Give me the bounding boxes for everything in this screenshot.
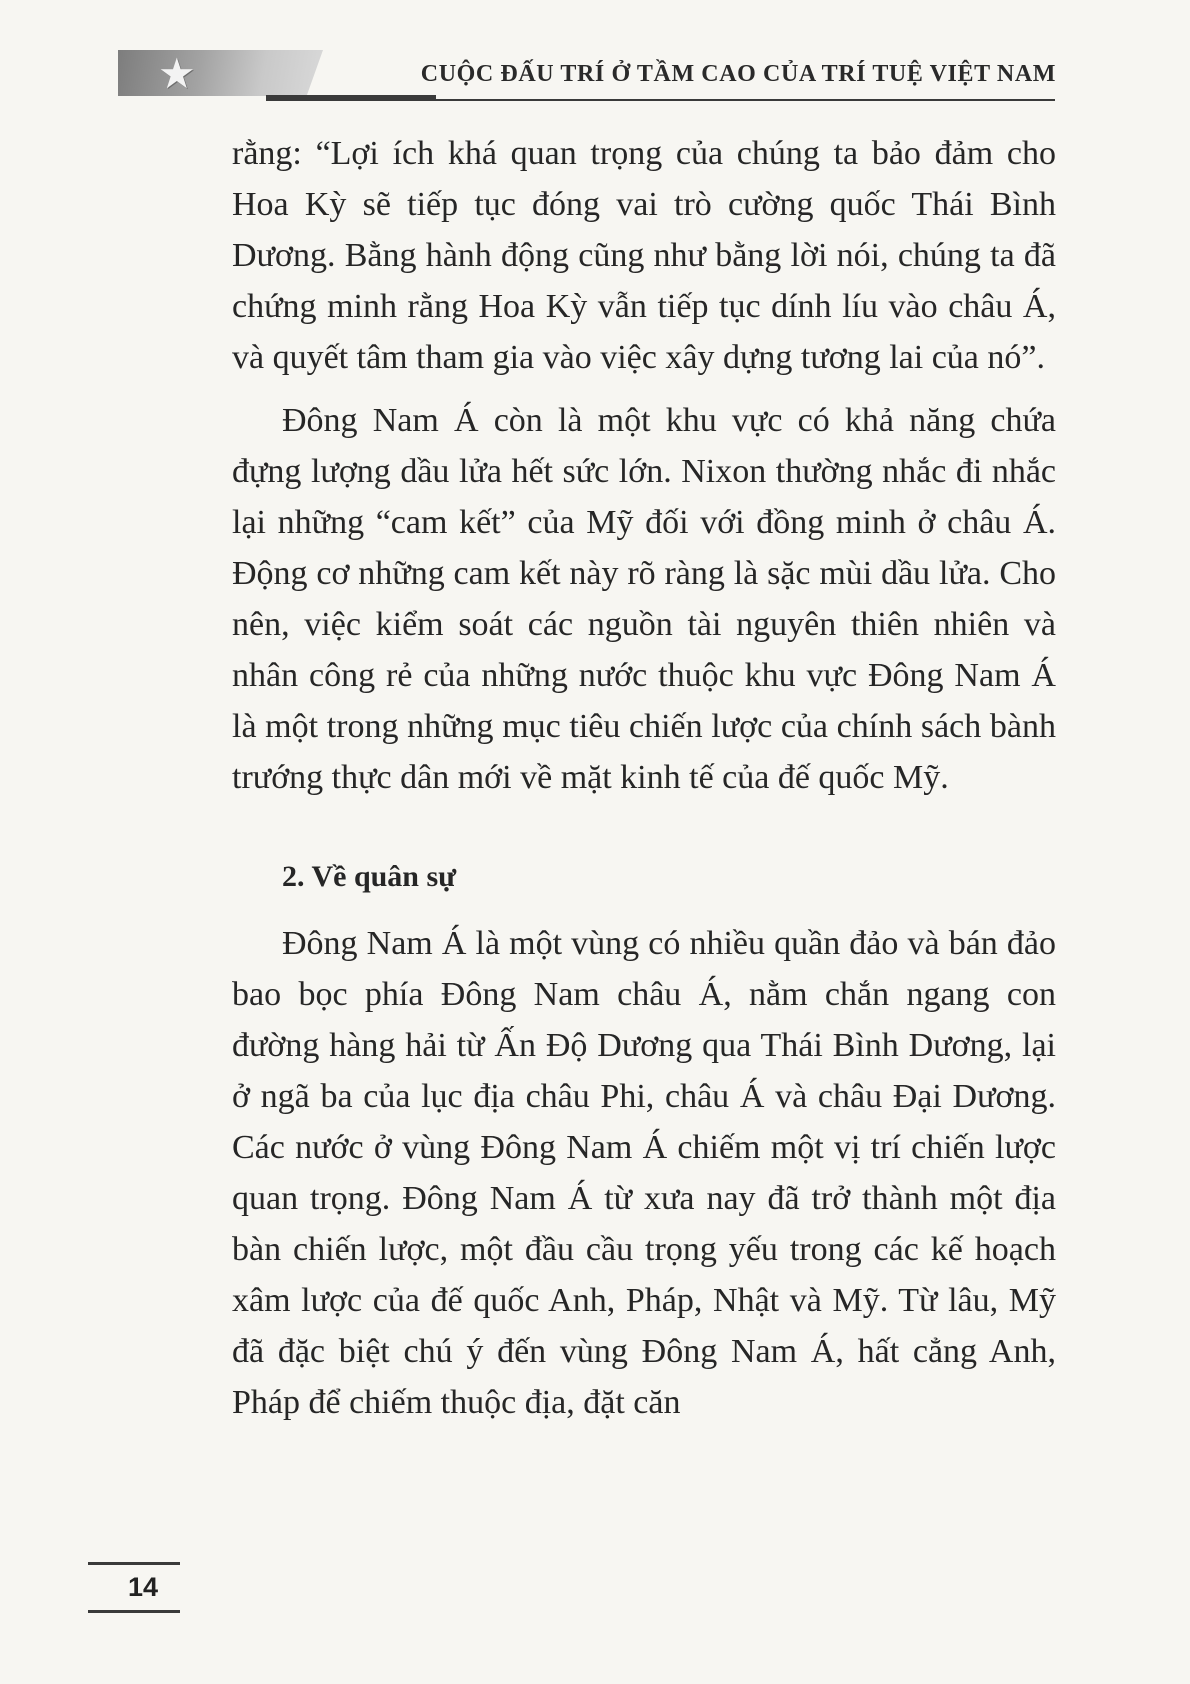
paragraph-2: Đông Nam Á còn là một khu vực có khả năng chứa đựng lượng dầu lửa hết sức lớn. Nixon thường nhắc đi nhắc lại những “cam kết” của Mỹ đối với đồng minh ở châu Á. Động cơ những cam kết này rõ ràng là sặc mùi dầu lửa. Cho nên, việc kiểm soát các nguồn tài nguyên thiên nhiên và nhân công rẻ của những nước thuộc khu vực Đông Nam Á là một trong những mục tiêu chiến lược của chính sách bành trướng thực dân mới về mặt kinh tế của đế quốc Mỹ. <box>232 402 1056 796</box>
page-footer <box>84 1560 184 1616</box>
header-decorative-band <box>118 50 323 96</box>
footer-rule-bottom <box>88 1610 180 1613</box>
paragraph-1: rằng: “Lợi ích khá quan trọng của chúng ta bảo đảm cho Hoa Kỳ sẽ tiếp tục đóng vai trò cường quốc Thái Bình Dương. Bằng hành động cũng như bằng lời nói, chúng ta đã chứng minh rằng Hoa Kỳ vẫn tiếp tục dính líu vào châu Á, và quyết tâm tham gia vào việc xây dựng tương lai của nó”. <box>232 135 1056 376</box>
star-icon: ★ <box>158 52 196 98</box>
running-header <box>118 40 1056 106</box>
paragraph-3: Đông Nam Á là một vùng có nhiều quần đảo và bán đảo bao bọc phía Đông Nam châu Á, nằm chắn ngang con đường hàng hải từ Ấn Độ Dương qua Thái Bình Dương, lại ở ngã ba của lục địa châu Phi, châu Á và châu Đại Dương. Các nước ở vùng Đông Nam Á chiếm một vị trí chiến lược quan trọng. Đông Nam Á từ xưa nay đã trở thành một địa bàn chiến lược, một đầu cầu trọng yếu trong các kế hoạch xâm lược của đế quốc Anh, Pháp, Nhật và Mỹ. Từ lâu, Mỹ đã đặc biệt chú ý đến vùng Đông Nam Á, hất cẳng Anh, Pháp để chiếm thuộc địa, đặt căn <box>232 925 1056 1421</box>
page-body <box>232 128 1056 1440</box>
header-rule <box>323 99 1055 101</box>
running-title: CUỘC ĐẤU TRÍ Ở TẦM CAO CỦA TRÍ TUỆ VIỆT NAM <box>420 61 1056 87</box>
section-heading: 2. Về quân sự <box>282 860 457 893</box>
page-number: 14 <box>128 1572 159 1602</box>
footer-rule-top <box>88 1562 180 1565</box>
